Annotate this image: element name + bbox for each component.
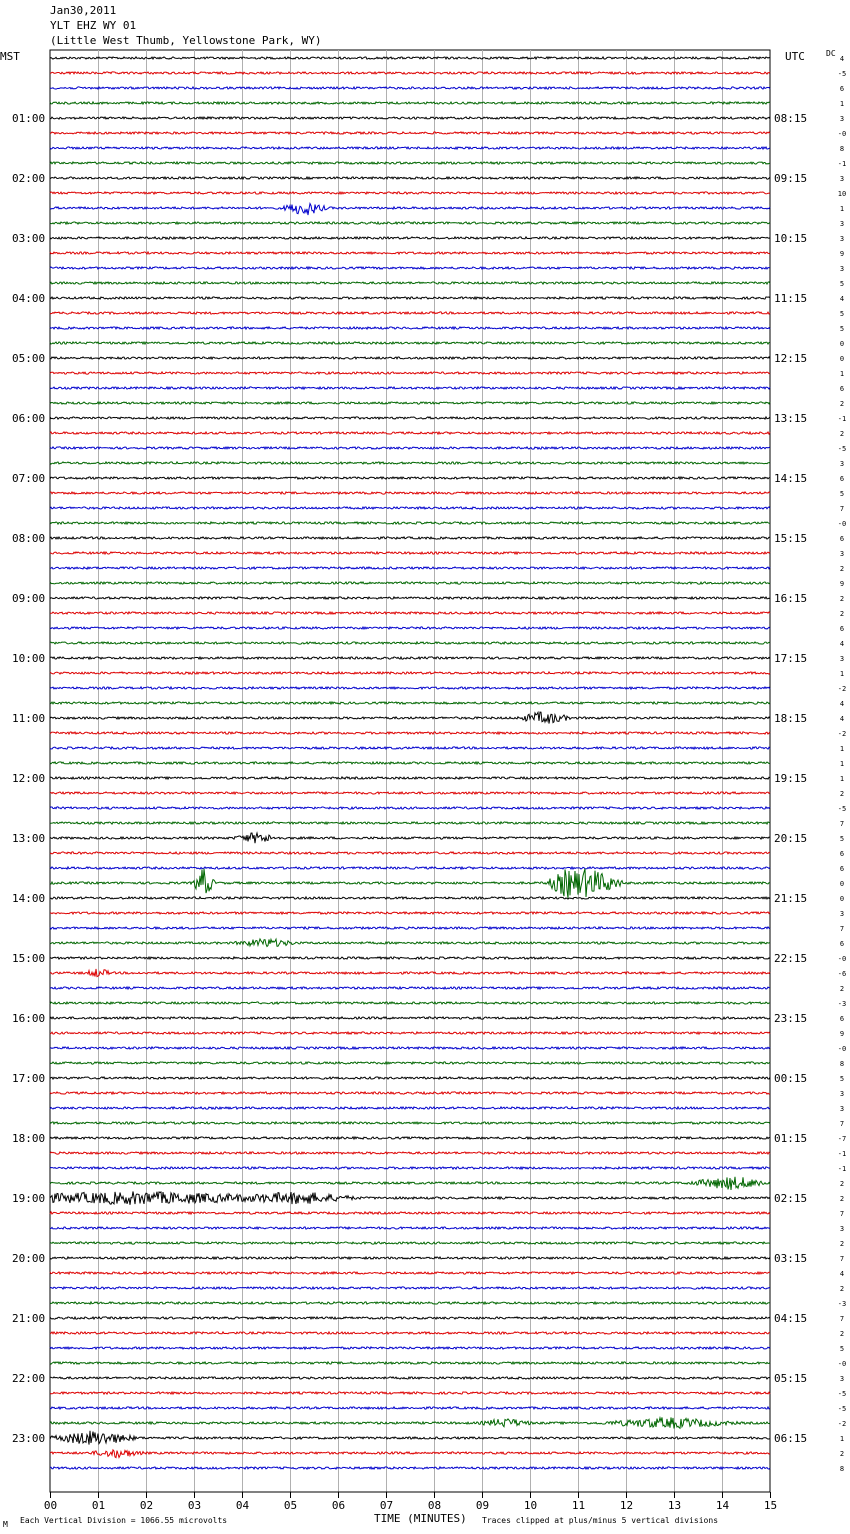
dc-offset-label: 3 bbox=[839, 1225, 845, 1233]
dc-offset-label: 3 bbox=[839, 175, 845, 183]
hour-label-right: 06:15 bbox=[774, 1432, 808, 1445]
hour-label-left: 03:00 bbox=[12, 232, 46, 245]
hour-label-right: 04:15 bbox=[774, 1312, 808, 1325]
dc-offset-label: 8 bbox=[839, 145, 845, 153]
dc-offset-label: 5 bbox=[839, 1075, 845, 1083]
trace-line bbox=[50, 522, 770, 524]
hour-label-right: 13:15 bbox=[774, 412, 808, 425]
hour-label-right: 22:15 bbox=[774, 952, 808, 965]
trace-line bbox=[50, 447, 770, 449]
trace-line bbox=[50, 1407, 770, 1409]
dc-offset-label: 5 bbox=[839, 1345, 845, 1353]
trace-line bbox=[50, 1302, 770, 1304]
hour-label-left: 11:00 bbox=[12, 712, 46, 725]
trace-line bbox=[50, 1092, 770, 1094]
dc-offset-label: -5 bbox=[837, 445, 847, 453]
dc-offset-label: 3 bbox=[839, 220, 845, 228]
hour-label-right: 08:15 bbox=[774, 112, 808, 125]
trace-line bbox=[50, 537, 770, 539]
x-tick-label: 02 bbox=[139, 1499, 154, 1512]
dc-offset-label: 9 bbox=[839, 580, 845, 588]
trace-line bbox=[50, 1192, 770, 1205]
hour-label-left: 09:00 bbox=[12, 592, 46, 605]
hour-label-right: 02:15 bbox=[774, 1192, 808, 1205]
x-tick-label: 01 bbox=[91, 1499, 106, 1512]
dc-offset-label: 5 bbox=[839, 310, 845, 318]
trace-line bbox=[50, 969, 770, 977]
trace-line bbox=[50, 147, 770, 149]
trace-group bbox=[50, 57, 770, 1469]
dc-offset-label: 3 bbox=[839, 550, 845, 558]
trace-line bbox=[50, 582, 770, 584]
trace-line bbox=[50, 1347, 770, 1349]
hour-label-left: 18:00 bbox=[12, 1132, 46, 1145]
hour-label-left: 14:00 bbox=[12, 892, 46, 905]
dc-offset-label: -1 bbox=[837, 1165, 847, 1173]
trace-line bbox=[50, 312, 770, 314]
x-tick-label: 15 bbox=[763, 1499, 778, 1512]
x-tick-label: 09 bbox=[475, 1499, 490, 1512]
dc-offset-label: 1 bbox=[839, 760, 845, 768]
hour-label-right: 09:15 bbox=[774, 172, 808, 185]
x-tick-label: 06 bbox=[331, 1499, 346, 1512]
dc-offset-label: 2 bbox=[839, 985, 845, 993]
dc-offset-label: 1 bbox=[839, 670, 845, 678]
trace-line bbox=[50, 132, 770, 134]
hour-label-right: 10:15 bbox=[774, 232, 808, 245]
trace-line bbox=[50, 507, 770, 509]
trace-line bbox=[50, 597, 770, 599]
trace-line bbox=[50, 357, 770, 359]
trace-line bbox=[50, 777, 770, 779]
trace-line bbox=[50, 1017, 770, 1019]
dc-offset-label: 3 bbox=[839, 460, 845, 468]
hour-label-left: 21:00 bbox=[12, 1312, 46, 1325]
hour-label-left: 08:00 bbox=[12, 532, 46, 545]
trace-line bbox=[50, 117, 770, 119]
trace-line bbox=[50, 297, 770, 299]
trace-line bbox=[50, 462, 770, 464]
plot-frame bbox=[50, 50, 770, 1492]
trace-line bbox=[50, 627, 770, 629]
trace-line bbox=[50, 712, 770, 724]
trace-line bbox=[50, 1047, 770, 1049]
station-code: YLT EHZ WY 01 bbox=[50, 19, 137, 32]
trace-line bbox=[50, 1122, 770, 1124]
trace-line bbox=[50, 672, 770, 674]
label-group bbox=[12, 55, 846, 1512]
dc-offset-label: 2 bbox=[839, 565, 845, 573]
trace-line bbox=[50, 1177, 770, 1190]
dc-offset-label: 2 bbox=[839, 1285, 845, 1293]
trace-line bbox=[50, 612, 770, 614]
dc-offset-label: 2 bbox=[839, 1330, 845, 1338]
trace-line bbox=[50, 267, 770, 269]
dc-offset-label: 3 bbox=[839, 1090, 845, 1098]
trace-line bbox=[50, 1431, 770, 1445]
left-timezone: MST bbox=[0, 50, 20, 63]
trace-line bbox=[50, 1317, 770, 1319]
trace-line bbox=[50, 833, 770, 843]
dc-offset-label: 2 bbox=[839, 595, 845, 603]
hour-label-left: 13:00 bbox=[12, 832, 46, 845]
trace-line bbox=[50, 102, 770, 104]
dc-offset-label: 6 bbox=[839, 535, 845, 543]
dc-offset-label: -2 bbox=[837, 1420, 847, 1428]
dc-offset-label: -0 bbox=[837, 955, 847, 963]
trace-line bbox=[50, 1137, 770, 1139]
dc-offset-label: -3 bbox=[837, 1000, 847, 1008]
dc-offset-label: -5 bbox=[837, 805, 847, 813]
trace-line bbox=[50, 1032, 770, 1034]
dc-offset-label: -1 bbox=[837, 415, 847, 423]
hour-label-right: 01:15 bbox=[774, 1132, 808, 1145]
hour-label-right: 18:15 bbox=[774, 712, 808, 725]
x-tick-label: 07 bbox=[379, 1499, 394, 1512]
trace-line bbox=[50, 1392, 770, 1394]
trace-line bbox=[50, 939, 770, 947]
trace-line bbox=[50, 687, 770, 689]
dc-offset-label: 5 bbox=[839, 280, 845, 288]
trace-line bbox=[50, 492, 770, 494]
trace-line bbox=[50, 867, 770, 869]
x-tick-label: 12 bbox=[619, 1499, 634, 1512]
trace-line bbox=[50, 402, 770, 404]
dc-offset-label: 2 bbox=[839, 610, 845, 618]
dc-offset-label: -5 bbox=[837, 1390, 847, 1398]
dc-offset-label: 7 bbox=[839, 1120, 845, 1128]
trace-line bbox=[50, 762, 770, 764]
dc-offset-label: -6 bbox=[837, 970, 847, 978]
dc-offset-label: 5 bbox=[839, 490, 845, 498]
dc-offset-label: -5 bbox=[837, 1405, 847, 1413]
hour-label-right: 21:15 bbox=[774, 892, 808, 905]
trace-line bbox=[50, 567, 770, 569]
dc-offset-label: -0 bbox=[837, 130, 847, 138]
trace-line bbox=[50, 807, 770, 809]
hour-label-left: 16:00 bbox=[12, 1012, 46, 1025]
trace-line bbox=[50, 1152, 770, 1154]
hour-label-left: 04:00 bbox=[12, 292, 46, 305]
hour-label-left: 10:00 bbox=[12, 652, 46, 665]
dc-header: DC bbox=[826, 49, 836, 58]
trace-line bbox=[50, 237, 770, 239]
trace-line bbox=[50, 177, 770, 179]
dc-offset-label: 1 bbox=[839, 775, 845, 783]
dc-offset-label: -1 bbox=[837, 160, 847, 168]
dc-offset-label: 5 bbox=[839, 835, 845, 843]
trace-line bbox=[50, 1417, 770, 1428]
trace-line bbox=[50, 702, 770, 704]
trace-line bbox=[50, 747, 770, 749]
dc-offset-label: 9 bbox=[839, 250, 845, 258]
trace-line bbox=[50, 1077, 770, 1079]
dc-offset-label: 1 bbox=[839, 205, 845, 213]
dc-offset-label: 1 bbox=[839, 370, 845, 378]
hour-label-right: 23:15 bbox=[774, 1012, 808, 1025]
trace-line bbox=[50, 342, 770, 344]
hour-label-left: 02:00 bbox=[12, 172, 46, 185]
dc-offset-label: 6 bbox=[839, 940, 845, 948]
hour-label-left: 01:00 bbox=[12, 112, 46, 125]
dc-offset-label: 2 bbox=[839, 430, 845, 438]
trace-line bbox=[50, 642, 770, 644]
trace-line bbox=[50, 987, 770, 989]
x-tick-label: 13 bbox=[667, 1499, 682, 1512]
trace-line bbox=[50, 432, 770, 434]
dc-offset-label: 2 bbox=[839, 400, 845, 408]
trace-line bbox=[50, 72, 770, 74]
dc-offset-label: -5 bbox=[837, 70, 847, 78]
hour-label-right: 17:15 bbox=[774, 652, 808, 665]
trace-line bbox=[50, 204, 770, 215]
hour-label-left: 06:00 bbox=[12, 412, 46, 425]
dc-offset-label: 4 bbox=[839, 55, 845, 63]
trace-line bbox=[50, 657, 770, 659]
dc-offset-label: -0 bbox=[837, 1360, 847, 1368]
trace-line bbox=[50, 327, 770, 329]
dc-offset-label: 7 bbox=[839, 1315, 845, 1323]
trace-line bbox=[50, 1107, 770, 1109]
trace-line bbox=[50, 792, 770, 794]
grid-lines bbox=[50, 50, 771, 1498]
hour-label-left: 07:00 bbox=[12, 472, 46, 485]
dc-offset-label: 6 bbox=[839, 385, 845, 393]
trace-line bbox=[50, 417, 770, 419]
dc-offset-label: 0 bbox=[839, 340, 845, 348]
hour-label-left: 12:00 bbox=[12, 772, 46, 785]
trace-line bbox=[50, 822, 770, 824]
dc-offset-label: 2 bbox=[839, 1195, 845, 1203]
trace-line bbox=[50, 912, 770, 914]
dc-offset-label: 6 bbox=[839, 85, 845, 93]
trace-line bbox=[50, 57, 770, 59]
dc-offset-label: 10 bbox=[837, 190, 847, 198]
hour-label-right: 05:15 bbox=[774, 1372, 808, 1385]
dc-offset-label: 3 bbox=[839, 235, 845, 243]
dc-offset-label: -3 bbox=[837, 1300, 847, 1308]
dc-offset-label: 1 bbox=[839, 745, 845, 753]
hour-label-left: 23:00 bbox=[12, 1432, 46, 1445]
trace-line bbox=[50, 162, 770, 164]
trace-line bbox=[50, 732, 770, 734]
dc-offset-label: 4 bbox=[839, 640, 845, 648]
trace-line bbox=[50, 282, 770, 284]
hour-label-right: 00:15 bbox=[774, 1072, 808, 1085]
dc-offset-label: 7 bbox=[839, 505, 845, 513]
dc-offset-label: 4 bbox=[839, 715, 845, 723]
dc-offset-label: 8 bbox=[839, 1465, 845, 1473]
clip-note: Traces clipped at plus/minus 5 vertical divisions bbox=[482, 1516, 719, 1525]
trace-line bbox=[50, 1272, 770, 1274]
trace-line bbox=[50, 87, 770, 89]
hour-label-right: 16:15 bbox=[774, 592, 808, 605]
dc-offset-label: -2 bbox=[837, 685, 847, 693]
x-tick-label: 14 bbox=[715, 1499, 730, 1512]
dc-offset-label: 6 bbox=[839, 865, 845, 873]
trace-line bbox=[50, 1227, 770, 1229]
x-tick-label: 00 bbox=[43, 1499, 58, 1512]
dc-offset-label: 3 bbox=[839, 115, 845, 123]
trace-line bbox=[50, 1002, 770, 1004]
trace-line bbox=[50, 1257, 770, 1259]
hour-label-left: 05:00 bbox=[12, 352, 46, 365]
trace-line bbox=[50, 192, 770, 194]
trace-line bbox=[50, 1242, 770, 1244]
dc-offset-label: 0 bbox=[839, 895, 845, 903]
dc-offset-label: 4 bbox=[839, 1270, 845, 1278]
dc-offset-label: 0 bbox=[839, 355, 845, 363]
dc-offset-label: -0 bbox=[837, 1045, 847, 1053]
dc-offset-label: 9 bbox=[839, 1030, 845, 1038]
trace-line bbox=[50, 1362, 770, 1364]
trace-line bbox=[50, 552, 770, 554]
hour-label-left: 15:00 bbox=[12, 952, 46, 965]
hour-label-right: 03:15 bbox=[774, 1252, 808, 1265]
dc-offset-label: 7 bbox=[839, 1210, 845, 1218]
dc-offset-label: 7 bbox=[839, 820, 845, 828]
dc-offset-label: 4 bbox=[839, 295, 845, 303]
trace-line bbox=[50, 1167, 770, 1169]
trace-line bbox=[50, 387, 770, 389]
x-tick-label: 03 bbox=[187, 1499, 202, 1512]
dc-offset-label: 3 bbox=[839, 1375, 845, 1383]
scale-note: Each Vertical Division = 1066.55 microvolts bbox=[20, 1516, 228, 1525]
dc-offset-label: 6 bbox=[839, 475, 845, 483]
hour-label-left: 22:00 bbox=[12, 1372, 46, 1385]
dc-offset-label: -2 bbox=[837, 730, 847, 738]
x-tick-label: 04 bbox=[235, 1499, 250, 1512]
dc-offset-label: 6 bbox=[839, 625, 845, 633]
hour-label-right: 19:15 bbox=[774, 772, 808, 785]
trace-line bbox=[50, 1062, 770, 1064]
dc-offset-label: -0 bbox=[837, 520, 847, 528]
dc-offset-label: -1 bbox=[837, 1150, 847, 1158]
dc-offset-label: 3 bbox=[839, 655, 845, 663]
trace-line bbox=[50, 869, 770, 899]
hour-label-right: 15:15 bbox=[774, 532, 808, 545]
chart-date: Jan30,2011 bbox=[50, 4, 117, 17]
hour-label-left: 20:00 bbox=[12, 1252, 46, 1265]
trace-line bbox=[50, 222, 770, 224]
trace-line bbox=[50, 1212, 770, 1214]
trace-line bbox=[50, 1332, 770, 1334]
hour-label-right: 11:15 bbox=[774, 292, 808, 305]
dc-offset-label: 2 bbox=[839, 790, 845, 798]
dc-offset-label: 5 bbox=[839, 325, 845, 333]
hour-label-right: 14:15 bbox=[774, 472, 808, 485]
right-timezone: UTC bbox=[785, 50, 805, 63]
dc-offset-label: 8 bbox=[839, 1060, 845, 1068]
trace-line bbox=[50, 852, 770, 854]
trace-line bbox=[50, 372, 770, 374]
x-tick-label: 05 bbox=[283, 1499, 298, 1512]
dc-offset-label: -7 bbox=[837, 1135, 847, 1143]
dc-offset-label: 2 bbox=[839, 1240, 845, 1248]
dc-offset-label: 1 bbox=[839, 1435, 845, 1443]
x-tick-label: 10 bbox=[523, 1499, 538, 1512]
dc-offset-label: 6 bbox=[839, 850, 845, 858]
dc-offset-label: 2 bbox=[839, 1180, 845, 1188]
dc-offset-label: 7 bbox=[839, 1255, 845, 1263]
trace-line bbox=[50, 1287, 770, 1289]
trace-line bbox=[50, 897, 770, 899]
hour-label-right: 20:15 bbox=[774, 832, 808, 845]
dc-offset-label: 1 bbox=[839, 100, 845, 108]
station-location: (Little West Thumb, Yellowstone Park, WY) bbox=[50, 34, 322, 47]
dc-offset-label: 3 bbox=[839, 910, 845, 918]
dc-offset-label: 3 bbox=[839, 265, 845, 273]
trace-line bbox=[50, 1377, 770, 1379]
hour-label-right: 12:15 bbox=[774, 352, 808, 365]
trace-line bbox=[50, 927, 770, 929]
dc-offset-label: 4 bbox=[839, 700, 845, 708]
hour-label-left: 17:00 bbox=[12, 1072, 46, 1085]
trace-line bbox=[50, 477, 770, 479]
hour-label-left: 19:00 bbox=[12, 1192, 46, 1205]
dc-offset-label: 2 bbox=[839, 1450, 845, 1458]
dc-offset-label: 0 bbox=[839, 880, 845, 888]
trace-line bbox=[50, 1467, 770, 1469]
trace-line bbox=[50, 957, 770, 959]
x-tick-label: 11 bbox=[571, 1499, 586, 1512]
trace-line bbox=[50, 1450, 770, 1458]
dc-offset-label: 7 bbox=[839, 925, 845, 933]
x-tick-label: 08 bbox=[427, 1499, 442, 1512]
dc-offset-label: 3 bbox=[839, 1105, 845, 1113]
dc-offset-label: 6 bbox=[839, 1015, 845, 1023]
trace-line bbox=[50, 252, 770, 254]
corner-mark: M bbox=[3, 1520, 8, 1529]
x-axis-title: TIME (MINUTES) bbox=[374, 1512, 467, 1525]
